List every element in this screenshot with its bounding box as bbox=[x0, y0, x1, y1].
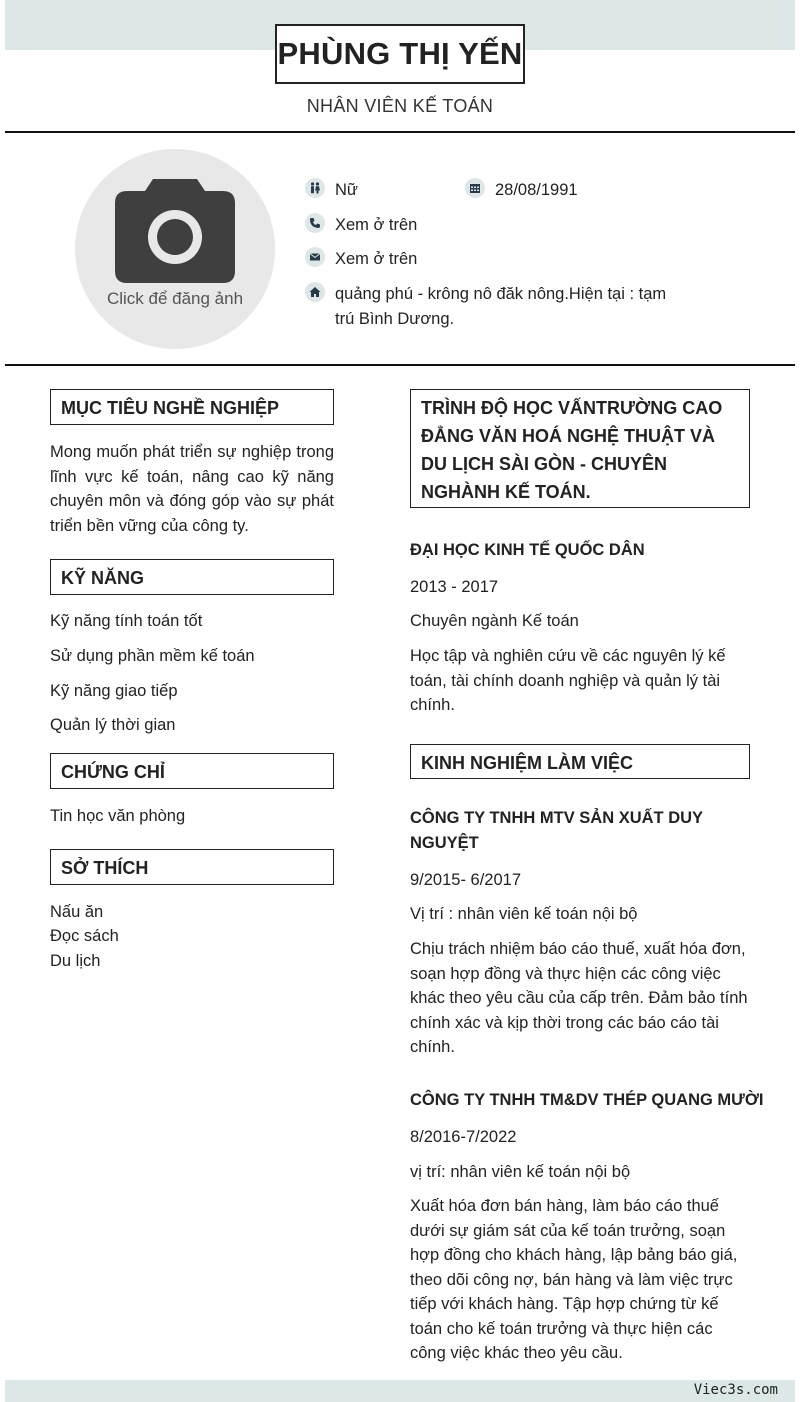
skills-heading: KỸ NĂNG bbox=[50, 559, 334, 595]
address-value bbox=[335, 282, 666, 332]
gender-value: Nữ bbox=[335, 181, 358, 199]
hobby-item: Nấu ăn bbox=[50, 903, 104, 921]
phone-row bbox=[305, 213, 417, 238]
email-row bbox=[305, 247, 417, 272]
skill-item: Sử dụng phần mềm kế toán bbox=[50, 647, 255, 665]
avatar-caption: Click để đăng ảnh bbox=[106, 289, 244, 308]
skill-item: Kỹ năng tính toán tốt bbox=[50, 612, 203, 630]
education-major: Chuyên ngành Kế toán bbox=[410, 612, 579, 630]
objective-heading: MỤC TIÊU NGHỀ NGHIỆP bbox=[50, 389, 334, 425]
avatar-upload[interactable] bbox=[75, 149, 275, 349]
address-row bbox=[305, 282, 666, 332]
education-period: 2013 - 2017 bbox=[410, 578, 499, 596]
job-period: 8/2016-7/2022 bbox=[410, 1128, 517, 1146]
job-position: Vị trí : nhân viên kế toán nội bộ bbox=[410, 905, 638, 923]
address-line-1: quảng phú - krông nô đăk nông.Hiện tại : tạm bbox=[335, 285, 667, 303]
education-description: Học tập và nghiên cứu về các nguyên lý kế toán, tài chính doanh nghiệp và quản lý tài chính. bbox=[410, 647, 726, 714]
job-description: Chịu trách nhiệm báo cáo thuế, xuất hóa đơn, soạn hợp đồng và thực hiện các công việc khác theo yêu cầu của cấp trên. Đảm bảo tính chính xác và kịp thời trong các báo cáo tài chính. bbox=[410, 940, 748, 1056]
education-school: ĐẠI HỌC KINH TẾ QUỐC DÂN bbox=[410, 541, 645, 559]
job-company: CÔNG TY TNHH MTV SẢN XUẤT DUY NGUYỆT bbox=[410, 809, 703, 852]
hobby-item: Đọc sách bbox=[50, 927, 119, 945]
candidate-name: PHÙNG THỊ YẾN bbox=[277, 36, 523, 71]
gender-icon bbox=[305, 178, 325, 198]
certificate-item: Tin học văn phòng bbox=[50, 807, 186, 825]
phone-icon bbox=[305, 213, 325, 233]
job-company: CÔNG TY TNHH TM&DV THÉP QUANG MƯỜI bbox=[410, 1091, 764, 1109]
gender-row bbox=[305, 178, 358, 203]
home-icon bbox=[305, 282, 325, 302]
name-box bbox=[275, 24, 525, 84]
mid-divider bbox=[5, 364, 795, 366]
birthdate-row bbox=[465, 178, 578, 203]
education-heading: TRÌNH ĐỘ HỌC VẤNTRƯỜNG CAO ĐẲNG VĂN HOÁ NGHỆ THUẬT VÀ DU LỊCH SÀI GÒN - CHUYÊN NGHÀNH KẾ TOÁN. bbox=[410, 389, 750, 508]
calendar-icon bbox=[465, 178, 485, 198]
top-divider bbox=[5, 131, 795, 133]
hobbies-heading: SỞ THÍCH bbox=[50, 849, 334, 885]
objective-text: Mong muốn phát triển sự nghiệp trong lĩnh vực kế toán, nâng cao kỹ năng chuyên môn và đóng góp vào sự phát triển bền vững của công ty. bbox=[50, 443, 334, 535]
footer-band bbox=[5, 1380, 795, 1402]
phone-value: Xem ở trên bbox=[335, 216, 418, 234]
job-title: NHÂN VIÊN KẾ TOÁN bbox=[306, 96, 494, 116]
skill-item: Quản lý thời gian bbox=[50, 716, 176, 734]
job-period: 9/2015- 6/2017 bbox=[410, 871, 522, 889]
camera-icon bbox=[115, 179, 235, 284]
hobby-item: Du lịch bbox=[50, 952, 101, 970]
job-position: vị trí: nhân viên kế toán nội bộ bbox=[410, 1163, 631, 1181]
email-value: Xem ở trên bbox=[335, 250, 418, 268]
skill-item: Kỹ năng giao tiếp bbox=[50, 682, 178, 700]
birthdate-value: 28/08/1991 bbox=[495, 181, 578, 199]
certificates-heading: CHỨNG CHỈ bbox=[50, 753, 334, 789]
watermark: Viec3s.com bbox=[693, 1382, 778, 1398]
address-line-2: trú Bình Dương. bbox=[335, 310, 455, 328]
envelope-icon bbox=[305, 247, 325, 267]
experience-heading: KINH NGHIỆM LÀM VIỆC bbox=[410, 744, 750, 779]
job-description: Xuất hóa đơn bán hàng, làm báo cáo thuế dưới sự giám sát của kế toán trưởng, soạn hợp đồng cho khách hàng, lập bảng báo giá, theo dõi công nợ, bán hàng và làm việc trực tiếp với khách hàng. Tập hợp chứng từ kế toán cho kế toán trưởng và thực hiện các công việc khác theo yêu cầu. bbox=[410, 1197, 738, 1362]
